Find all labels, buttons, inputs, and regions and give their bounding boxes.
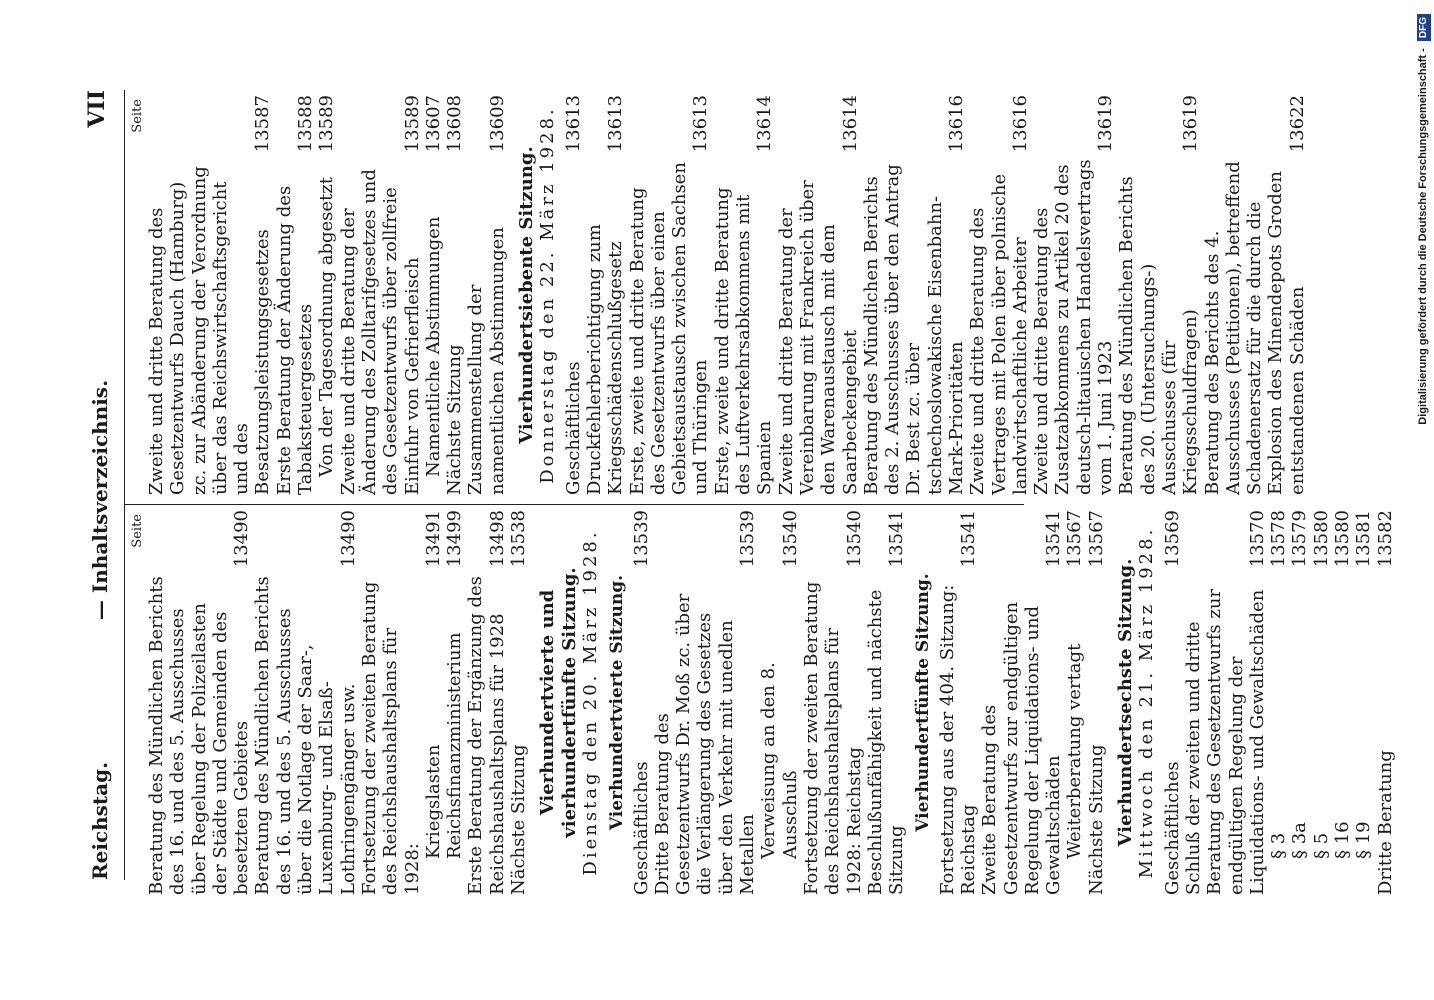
toc-entry-title: Nächste Sitzung <box>508 744 530 895</box>
toc-entry <box>937 510 980 895</box>
toc-entry-title: § 19 <box>1353 821 1375 859</box>
toc-entry-title: Zweite und dritte Beratung des Vertrages mit Polen über polnische landwirtschaftliche Arbeiter <box>967 173 1031 495</box>
toc-entry-page: 13622 <box>1286 95 1308 153</box>
toc-entry <box>316 95 337 495</box>
right-column <box>130 95 1308 495</box>
toc-entry-page: 13580 <box>1310 510 1332 568</box>
toc-entry-title: § 3a <box>1289 822 1311 859</box>
toc-entry <box>584 95 627 495</box>
toc-entry-title: Fortsetzung aus der 404. Sitzung: Reichstag <box>936 584 979 895</box>
toc-entry-title: Dritte Beratung des Gesetzentwurfs Dr. Moß zc. über die Verlängerung des Gesetzes über den Verkehr mit unedlen Metallen <box>651 593 759 895</box>
toc-entry <box>979 510 1064 895</box>
subsection-heading: Vierhundertvierte Sitzung. <box>607 574 628 831</box>
toc-entry <box>631 510 652 895</box>
toc-entry <box>1202 95 1308 495</box>
toc-entry <box>465 95 508 495</box>
toc-entry-title: Zweite und dritte Beratung der Änderung des Zolltarifgesetzes und des Gesetzentwurfs über zollfreie Einfuhr von Gefrierfleisch <box>337 169 423 495</box>
header-title: — Inhaltsverzeichnis. <box>88 379 112 621</box>
section-date: Dienstag den 20. März 1928. <box>579 529 601 876</box>
toc-entry-page: 13499 <box>444 510 466 568</box>
toc-entry-title: Beratung des Mündlichen Berichts des 16. und des 5. Ausschusses über die Notlage der Saar-, Luxemburg- und Elsaß-Lothringengänger usw. <box>252 576 359 895</box>
seite-label: Seite <box>130 514 145 548</box>
section1-entries2 <box>937 510 1107 895</box>
toc-entry-title: Nächste Sitzung <box>1085 744 1107 895</box>
toc-entry <box>1064 510 1085 895</box>
toc-entry <box>1086 510 1107 895</box>
section-date: Mittwoch den 21. März 1928. <box>1136 526 1158 879</box>
toc-entry <box>444 510 465 895</box>
toc-entry-title: Beratung des Berichts des 4. Ausschusses (Petitionen), betreffend Schadenersatz für die durch die Explosion des Minendepots Groden entstandenen Schäden <box>1201 161 1308 495</box>
toc-entry <box>652 510 758 895</box>
toc-entry-page: 13580 <box>1332 510 1354 568</box>
toc-entry-title: § 5 <box>1310 832 1332 859</box>
toc-entry-page: 13538 <box>508 510 530 568</box>
toc-entry-page: 13613 <box>690 95 712 153</box>
toc-entry-page: 13619 <box>1095 95 1117 153</box>
toc-entry-page: 13569 <box>1161 510 1183 568</box>
page-number: VII <box>84 90 110 128</box>
toc-entry <box>861 95 967 495</box>
toc-entry-page: 13567 <box>1085 510 1107 568</box>
toc-entry-page: 13589 <box>316 95 338 153</box>
toc-entry-page: 13607 <box>422 95 444 153</box>
toc-entry <box>1162 510 1183 895</box>
toc-entry-title: Zweite und dritte Beratung der Vereinbarung mit Frankreich über den Warenaustausch mit dem Saarbeckengebiet <box>775 180 861 495</box>
toc-entry <box>146 510 252 895</box>
toc-entry <box>801 510 865 895</box>
subsection-heading: Vierhundertfünfte Sitzung. <box>913 573 934 832</box>
toc-entry-page: 13609 <box>486 95 508 153</box>
toc-entry-page: 13540 <box>843 510 865 568</box>
toc-entry-title: Zweite und dritte Beratung des Gesetzentwurfs Dauch (Hamburg) zc. zur Abänderung der Verordnung über das Reichswirtschaftsgericht und des Besatzungsleistungsgesetzes <box>146 166 274 495</box>
toc-entry <box>1375 510 1396 895</box>
toc-entry <box>1332 510 1353 895</box>
toc-entry-title: Kriegslasten <box>422 744 444 859</box>
toc-entry <box>1289 510 1310 895</box>
toc-entry <box>1268 510 1289 895</box>
toc-entry-title: Reichsfinanzministerium <box>444 632 466 859</box>
header-rule <box>124 90 125 880</box>
toc-entry-page: 13608 <box>444 95 466 153</box>
toc-entry-page: 13567 <box>1064 510 1086 568</box>
dfg-logo: DFG <box>1417 14 1431 41</box>
seite-label: Seite <box>130 99 145 133</box>
toc-entry-title: Beratung des Mündlichen Berichts des 2. Ausschusses über den Antrag Dr. Best zc. über tschechoslowakische Eisenbahn-Mark-Prioritäten <box>860 164 967 495</box>
toc-entry-page: 13616 <box>1009 95 1031 153</box>
toc-entry-page: 13579 <box>1289 510 1311 568</box>
section2-entries <box>1162 510 1396 895</box>
toc-entry <box>1116 95 1201 495</box>
toc-entry-title: Druckfehlerberichtigung zum Kriegsschädenschlußgesetz <box>583 224 627 495</box>
toc-entry <box>776 95 861 495</box>
toc-entry <box>563 95 584 495</box>
toc-entry-page: 13490 <box>231 510 253 568</box>
toc-entry-page: 13498 <box>486 510 508 568</box>
toc-entry <box>1183 510 1268 895</box>
toc-entry-page: 13614 <box>839 95 861 153</box>
header-left: Reichstag. <box>88 761 112 880</box>
toc-entry-page: 13541 <box>957 510 979 568</box>
toc-entry-title: Zweite und dritte Beratung des Zusatzabkommens zu Artikel 20 des deutsch-litauischen Handelsvertrags vom 1. Juni 1923 <box>1031 159 1117 495</box>
toc-entry <box>1311 510 1332 895</box>
toc-entry-page: 13581 <box>1353 510 1375 568</box>
toc-entry <box>1353 510 1374 895</box>
toc-entry-page: 13582 <box>1374 510 1396 568</box>
toc-entry-title: Fortsetzung der zweiten Beratung des Reichshaushaltsplans für 1928: Reichstag <box>800 581 865 895</box>
toc-entry-title: Weiterberatung vertagt <box>1064 643 1086 859</box>
toc-entry-title: Schluß der zweiten und dritte Beratung des Gesetzentwurfs zur endgültigen Regelung der Liquidations- und Gewaltschäden <box>1182 588 1268 895</box>
left-column <box>130 510 1396 895</box>
toc-entry-page: 13613 <box>605 95 627 153</box>
rotated-page <box>80 0 1396 1000</box>
toc-entry <box>627 95 712 495</box>
right-entries-top <box>146 95 508 495</box>
toc-entry-title: Fortsetzung der zweiten Beratung des Reichshaushaltsplans für 1928: <box>358 581 423 895</box>
toc-entry-title: Beratung des Mündlichen Berichts des 16. und des 5. Ausschusses über Regelung der Polizeilasten der Städte und Gemeinden des besetzten Gebietes <box>146 576 253 895</box>
toc-entry-page: 13614 <box>754 95 776 153</box>
toc-entry-title: Erste Beratung der Änderung des Tabaksteuergesetzes <box>273 185 317 495</box>
toc-entry-title: § 3 <box>1268 832 1290 859</box>
toc-entry-title: Nächste Sitzung <box>444 344 466 495</box>
toc-entry-page: 13587 <box>252 95 274 153</box>
toc-entry-page: 13491 <box>422 510 444 568</box>
toc-entry-page: 13613 <box>562 95 584 153</box>
section-heading: Vierhundertsiebente Sitzung. <box>516 146 538 444</box>
toc-entry-page: 13578 <box>1268 510 1290 568</box>
toc-entry-page: 13589 <box>401 95 423 153</box>
digitization-credit <box>1412 0 1434 1000</box>
section-date: Donnerstag den 22. März 1928. <box>537 106 559 484</box>
page-header <box>80 90 120 910</box>
toc-entry <box>444 95 465 495</box>
toc-entry <box>967 95 1031 495</box>
toc-entry-title: Zweite Beratung des Gesetzentwurfs zur endgültigen Regelung der Liquidations- und Gewaltschäden <box>979 601 1065 895</box>
credit-text: Digitalisierung gefördert durch die Deutsche Forschungsgemeinschaft - <box>1417 48 1429 425</box>
toc-entry-page: 13619 <box>1180 95 1202 153</box>
toc-entry-title: § 16 <box>1332 821 1354 859</box>
toc-entry-title: Erste, zweite und dritte Beratung des Gesetzentwurfs über einen Gebietsaustausch zwischen Sachsen und Thüringen <box>626 162 712 495</box>
toc-entry-page: 13540 <box>779 510 801 568</box>
section1-entries1 <box>631 510 908 895</box>
toc-entry-page: 13588 <box>295 95 317 153</box>
toc-entry-title: Geschäftliches <box>630 761 652 895</box>
toc-entry-title: Geschäftliches <box>562 361 584 495</box>
toc-entry-title: Verweisung an den 8. Ausschuß <box>758 662 801 859</box>
toc-entry <box>1031 95 1116 495</box>
toc-entry-title: Beratung des Mündlichen Berichts des 20. (Untersuchungs-) Ausschusses (für Kriegsschuldfragen) <box>1116 176 1202 495</box>
toc-entry-page: 13490 <box>337 510 359 568</box>
toc-entry <box>252 510 358 895</box>
toc-entry-title: Geschäftliches <box>1161 761 1183 895</box>
toc-entry <box>865 510 908 895</box>
toc-entry <box>508 510 529 895</box>
toc-entry-page: 13539 <box>737 510 759 568</box>
section-heading: Vierhundertvierte und vierhundertfünfte Sitzung. <box>537 567 580 838</box>
toc-entry <box>712 95 776 495</box>
toc-entry <box>758 510 801 895</box>
toc-entry-title: Erste Beratung der Ergänzung des Reichshaushaltsplans für 1928 <box>465 576 508 895</box>
index-page <box>80 0 1396 1000</box>
toc-entry-title: Von der Tagesordnung abgesetzt <box>316 176 338 477</box>
toc-entry <box>359 510 423 895</box>
toc-entry-page: 13541 <box>1043 510 1065 568</box>
toc-entry-title: Dritte Beratung <box>1374 750 1396 895</box>
toc-entry <box>423 510 444 895</box>
toc-entry-page: 13570 <box>1246 510 1268 568</box>
toc-entry-title: Zusammenstellung der namentlichen Abstimmungen <box>465 227 508 495</box>
column-divider <box>124 504 1024 505</box>
toc-entry <box>465 510 508 895</box>
toc-entry-page: 13541 <box>886 510 908 568</box>
toc-entry <box>423 95 444 495</box>
toc-entry-page: 13539 <box>630 510 652 568</box>
toc-entry-title: Namentliche Abstimmungen <box>422 216 444 477</box>
toc-entry-page: 13616 <box>945 95 967 153</box>
section3-entries <box>563 95 1308 495</box>
left-entries-top <box>146 510 529 895</box>
toc-entry <box>338 95 423 495</box>
toc-entry-title: Beschlußunfähigkeit und nächste Sitzung <box>864 589 908 895</box>
toc-entry-title: Erste, zweite und dritte Beratung des Luftverkehrsabkommens mit Spanien <box>711 187 776 495</box>
section-heading: Vierhundertsechste Sitzung. <box>1115 558 1137 847</box>
toc-entry <box>274 95 317 495</box>
toc-entry <box>146 95 274 495</box>
